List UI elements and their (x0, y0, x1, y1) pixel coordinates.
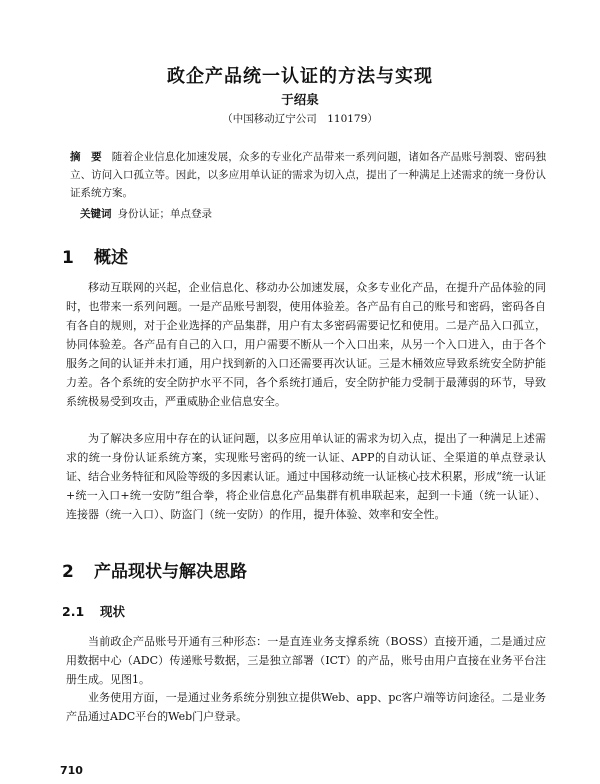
abstract-label: 摘 要 (70, 151, 102, 163)
keywords (80, 206, 212, 221)
subsection-number: 2.1 (62, 604, 85, 619)
paper-title: 政企产品统一认证的方法与实现 (167, 66, 433, 87)
subsection-heading-2-1 (62, 602, 125, 620)
keywords-text: 身份认证；单点登录 (117, 208, 212, 220)
author-affiliation: （中国移动辽宁公司 110179） (222, 113, 378, 125)
section2-1-paragraph-1: 当前政企产品账号开通有三种形态：一是直连业务支撑系统（BOSS）直接开通，二是通过应用数据中心（ADC）传递账号数据，三是独立部署（ICT）的产品，账号由用户直接在业务平台注册生成。见图1。 (66, 635, 546, 686)
abstract (70, 148, 546, 202)
section2-1-paragraph-2: 业务使用方面，一是通过业务系统分别独立提供Web、app、pc客户端等访问途径。二是业务产品通过ADC平台的Web门户登录。 (66, 691, 546, 723)
section-number: 1 (62, 248, 74, 268)
author-name: 于绍泉 (281, 92, 319, 107)
abstract-text: 随着企业信息化加速发展，众多的专业化产品带来一系列问题，诸如各产品账号割裂、密码独立、访问入口孤立等。因此，以多应用单认证的需求为切入点，提出了一种满足上述需求的统一身份认证系统方案。 (70, 151, 547, 199)
keywords-label: 关键词 (80, 208, 112, 220)
section-heading-1 (62, 243, 128, 268)
section-title: 概述 (94, 248, 128, 268)
subsection-title: 现状 (100, 604, 126, 619)
section1-paragraph-2: 为了解决多应用中存在的认证问题，以多应用单认证的需求为切入点，提出了一种满足上述需求的统一身份认证系统方案，实现账号密码的统一认证、APP的自动认证、全渠道的单点登录认证、结合业务特征和风险等级的多因素认证。通过中国移动统一认证核心技术积累，形成“统一认证+统一入口+统一安防”组合拳，将企业信息化产品集群有机串联起来，起到一卡通（统一认证）、连接器（统一入口）、防盗门（统一安防）的作用，提升体验、效率和安全性。 (66, 432, 546, 521)
section1-paragraph-1: 移动互联网的兴起，企业信息化、移动办公加速发展，众多专业化产品，在提升产品体验的同时，也带来一系列问题。一是产品账号割裂，使用体验差。各产品有自己的账号和密码，密码各自有各自的规则，对于企业选择的产品集群，用户有太多密码需要记忆和使用。二是产品入口孤立，协同体验差。各产品有自己的入口，用户需要不断从一个入口出来，从另一个入口进入，由于各个服务之间的认证并未打通，用户找到新的入口还需要再次认证。三是木桶效应导致系统安全防护能力差。各个系统的安全防护水平不同，各个系统打通后，安全防护能力受制于最薄弱的环节，导致系统极易受到攻击，严重威胁企业信息安全。 (66, 281, 546, 408)
section-number: 2 (62, 562, 74, 582)
section-title: 产品现状与解决思路 (94, 562, 247, 582)
page-number: 710 (60, 764, 83, 777)
section-heading-2 (62, 557, 247, 582)
